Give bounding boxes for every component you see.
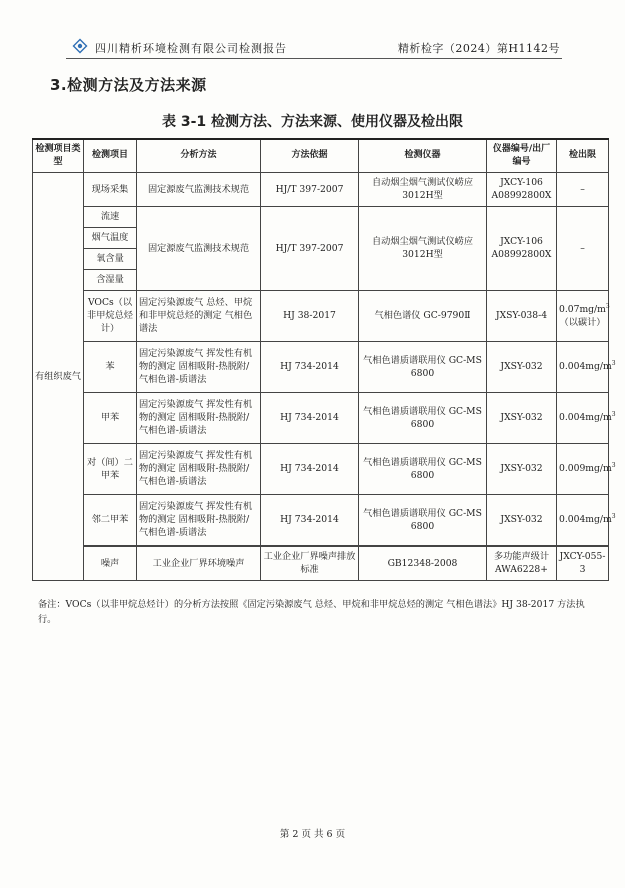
cell-serial: JXCY-106 A08992800X: [487, 172, 557, 206]
table-row: [33, 206, 609, 227]
cell-item: 流速: [84, 206, 137, 227]
cell-method: 固定污染源废气 总烃、甲烷和非甲烷总烃的测定 气相色谱法: [137, 290, 261, 341]
cell-instrument: 多功能声级计 AWA6228+: [487, 546, 557, 580]
cell-limit: [557, 392, 616, 443]
cell-instrument: 气相色谱质谱联用仪 GC-MS 6800: [359, 443, 487, 494]
table-title: 表 3-1 检测方法、方法来源、使用仪器及检出限: [161, 114, 464, 130]
limit-unit-sup: 3: [611, 512, 616, 520]
table-row: [33, 546, 609, 580]
cell-instrument: 自动烟尘烟气测试仪崂应3012H型: [359, 206, 487, 290]
report-number: 精析检字（2024）第H1142号: [397, 42, 560, 55]
table-row: [33, 392, 609, 443]
cell-serial: JXCY-055-3: [557, 546, 609, 580]
limit-value: 0.07mg/m: [559, 303, 606, 315]
cell-serial: JXSY-032: [487, 341, 557, 392]
cell-basis: GB12348-2008: [359, 546, 487, 580]
limit-value: 0.009mg/m: [559, 463, 612, 474]
cell-instrument: 气相色谱质谱联用仪 GC-MS 6800: [359, 392, 487, 443]
cell-basis: HJ 38-2017: [261, 290, 359, 341]
cell-basis: HJ/T 397-2007: [261, 206, 359, 290]
cell-limit: –: [557, 206, 609, 290]
cell-basis: HJ 734-2014: [261, 341, 359, 392]
cell-instrument: 气相色谱质谱联用仪 GC-MS 6800: [359, 494, 487, 545]
cell-basis: HJ 734-2014: [261, 392, 359, 443]
cell-item: 工业企业厂界环境噪声: [137, 546, 261, 580]
cell-basis: HJ 734-2014: [261, 443, 359, 494]
cell-basis: HJ/T 397-2007: [261, 172, 359, 206]
col-header-basis: 方法依据: [261, 139, 359, 172]
cell-serial: JXSY-032: [487, 494, 557, 545]
cell-method: 固定污染源废气 挥发性有机物的测定 固相吸附-热脱附/气相色谱-质谱法: [137, 443, 261, 494]
col-header-serial: 仪器编号/出厂编号: [487, 139, 557, 172]
cell-limit: [557, 443, 616, 494]
cell-method: 固定污染源废气 挥发性有机物的测定 固相吸附-热脱附/气相色谱-质谱法: [137, 392, 261, 443]
table-row: [33, 341, 609, 392]
limit-note: （以碳计）: [559, 316, 606, 328]
table-row: [33, 290, 609, 341]
limit-unit-sup: 3: [611, 359, 616, 367]
cell-serial: JXSY-032: [487, 443, 557, 494]
cell-item: 含湿量: [84, 269, 137, 290]
cell-basis: HJ 734-2014: [261, 494, 359, 545]
limit-unit-sup: 3: [611, 410, 616, 418]
cell-serial: JXSY-032: [487, 392, 557, 443]
cell-item: 邻二甲苯: [84, 494, 137, 545]
cell-method: 工业企业厂界噪声排放标准: [261, 546, 359, 580]
cell-item: 对（间）二甲苯: [84, 443, 137, 494]
page-header: [66, 36, 562, 59]
limit-value: 0.004mg/m: [559, 514, 612, 525]
cell-limit: [557, 341, 616, 392]
cell-item: 苯: [84, 341, 137, 392]
col-header-instrument: 检测仪器: [359, 139, 487, 172]
category-organic: 有组织废气: [33, 172, 84, 580]
company-name: 四川精析环境检测有限公司检测报告: [95, 42, 287, 55]
cell-method: 固定源废气监测技术规范: [137, 206, 261, 290]
limit-value: 0.004mg/m: [559, 412, 612, 423]
cell-item: 氧含量: [84, 248, 137, 269]
page-footer: 第 2 页 共 6 页: [279, 829, 346, 840]
col-header-method: 分析方法: [137, 139, 261, 172]
cell-instrument: 气相色谱仪 GC-9790Ⅱ: [359, 290, 487, 341]
col-header-category: 检测项目类型: [33, 139, 84, 172]
limit-value: 0.004mg/m: [559, 361, 612, 372]
limit-unit-sup: 3: [611, 461, 616, 469]
cell-serial: JXCY-106 A08992800X: [487, 206, 557, 290]
table-row: [33, 172, 609, 206]
cell-item: VOCs（以非甲烷总烃计）: [84, 290, 137, 341]
method-table: [32, 138, 616, 581]
cell-instrument: 气相色谱质谱联用仪 GC-MS 6800: [359, 341, 487, 392]
cell-method: 固定污染源废气 挥发性有机物的测定 固相吸附-热脱附/气相色谱-质谱法: [137, 341, 261, 392]
cell-method: 固定源废气监测技术规范: [137, 172, 261, 206]
cell-instrument: 自动烟尘烟气测试仪崂应3012H型: [359, 172, 487, 206]
limit-unit-sup: 3: [605, 302, 610, 310]
cell-limit: –: [557, 172, 609, 206]
table-note: 备注：VOCs（以非甲烷总烃计）的分析方法按照《固定污染源废气 总烃、甲烷和非甲烷总烃的测定 气相色谱法》HJ 38-2017 方法执行。: [38, 599, 585, 625]
table-row: [33, 494, 609, 545]
cell-limit: [557, 494, 616, 545]
col-header-item: 检测项目: [84, 139, 137, 172]
cell-item: 甲苯: [84, 392, 137, 443]
table-header-row: [33, 139, 609, 172]
cell-serial: JXSY-038-4: [487, 290, 557, 341]
cell-item: 烟气温度: [84, 227, 137, 248]
cell-method: 固定污染源废气 挥发性有机物的测定 固相吸附-热脱附/气相色谱-质谱法: [137, 494, 261, 545]
cell-item: 现场采集: [84, 172, 137, 206]
col-header-limit: 检出限: [557, 139, 609, 172]
category-noise: 噪声: [84, 546, 137, 580]
section-title: 3.检测方法及方法来源: [50, 76, 207, 94]
company-logo-icon: [73, 39, 87, 53]
cell-limit: [557, 290, 609, 341]
table-row: [33, 443, 609, 494]
